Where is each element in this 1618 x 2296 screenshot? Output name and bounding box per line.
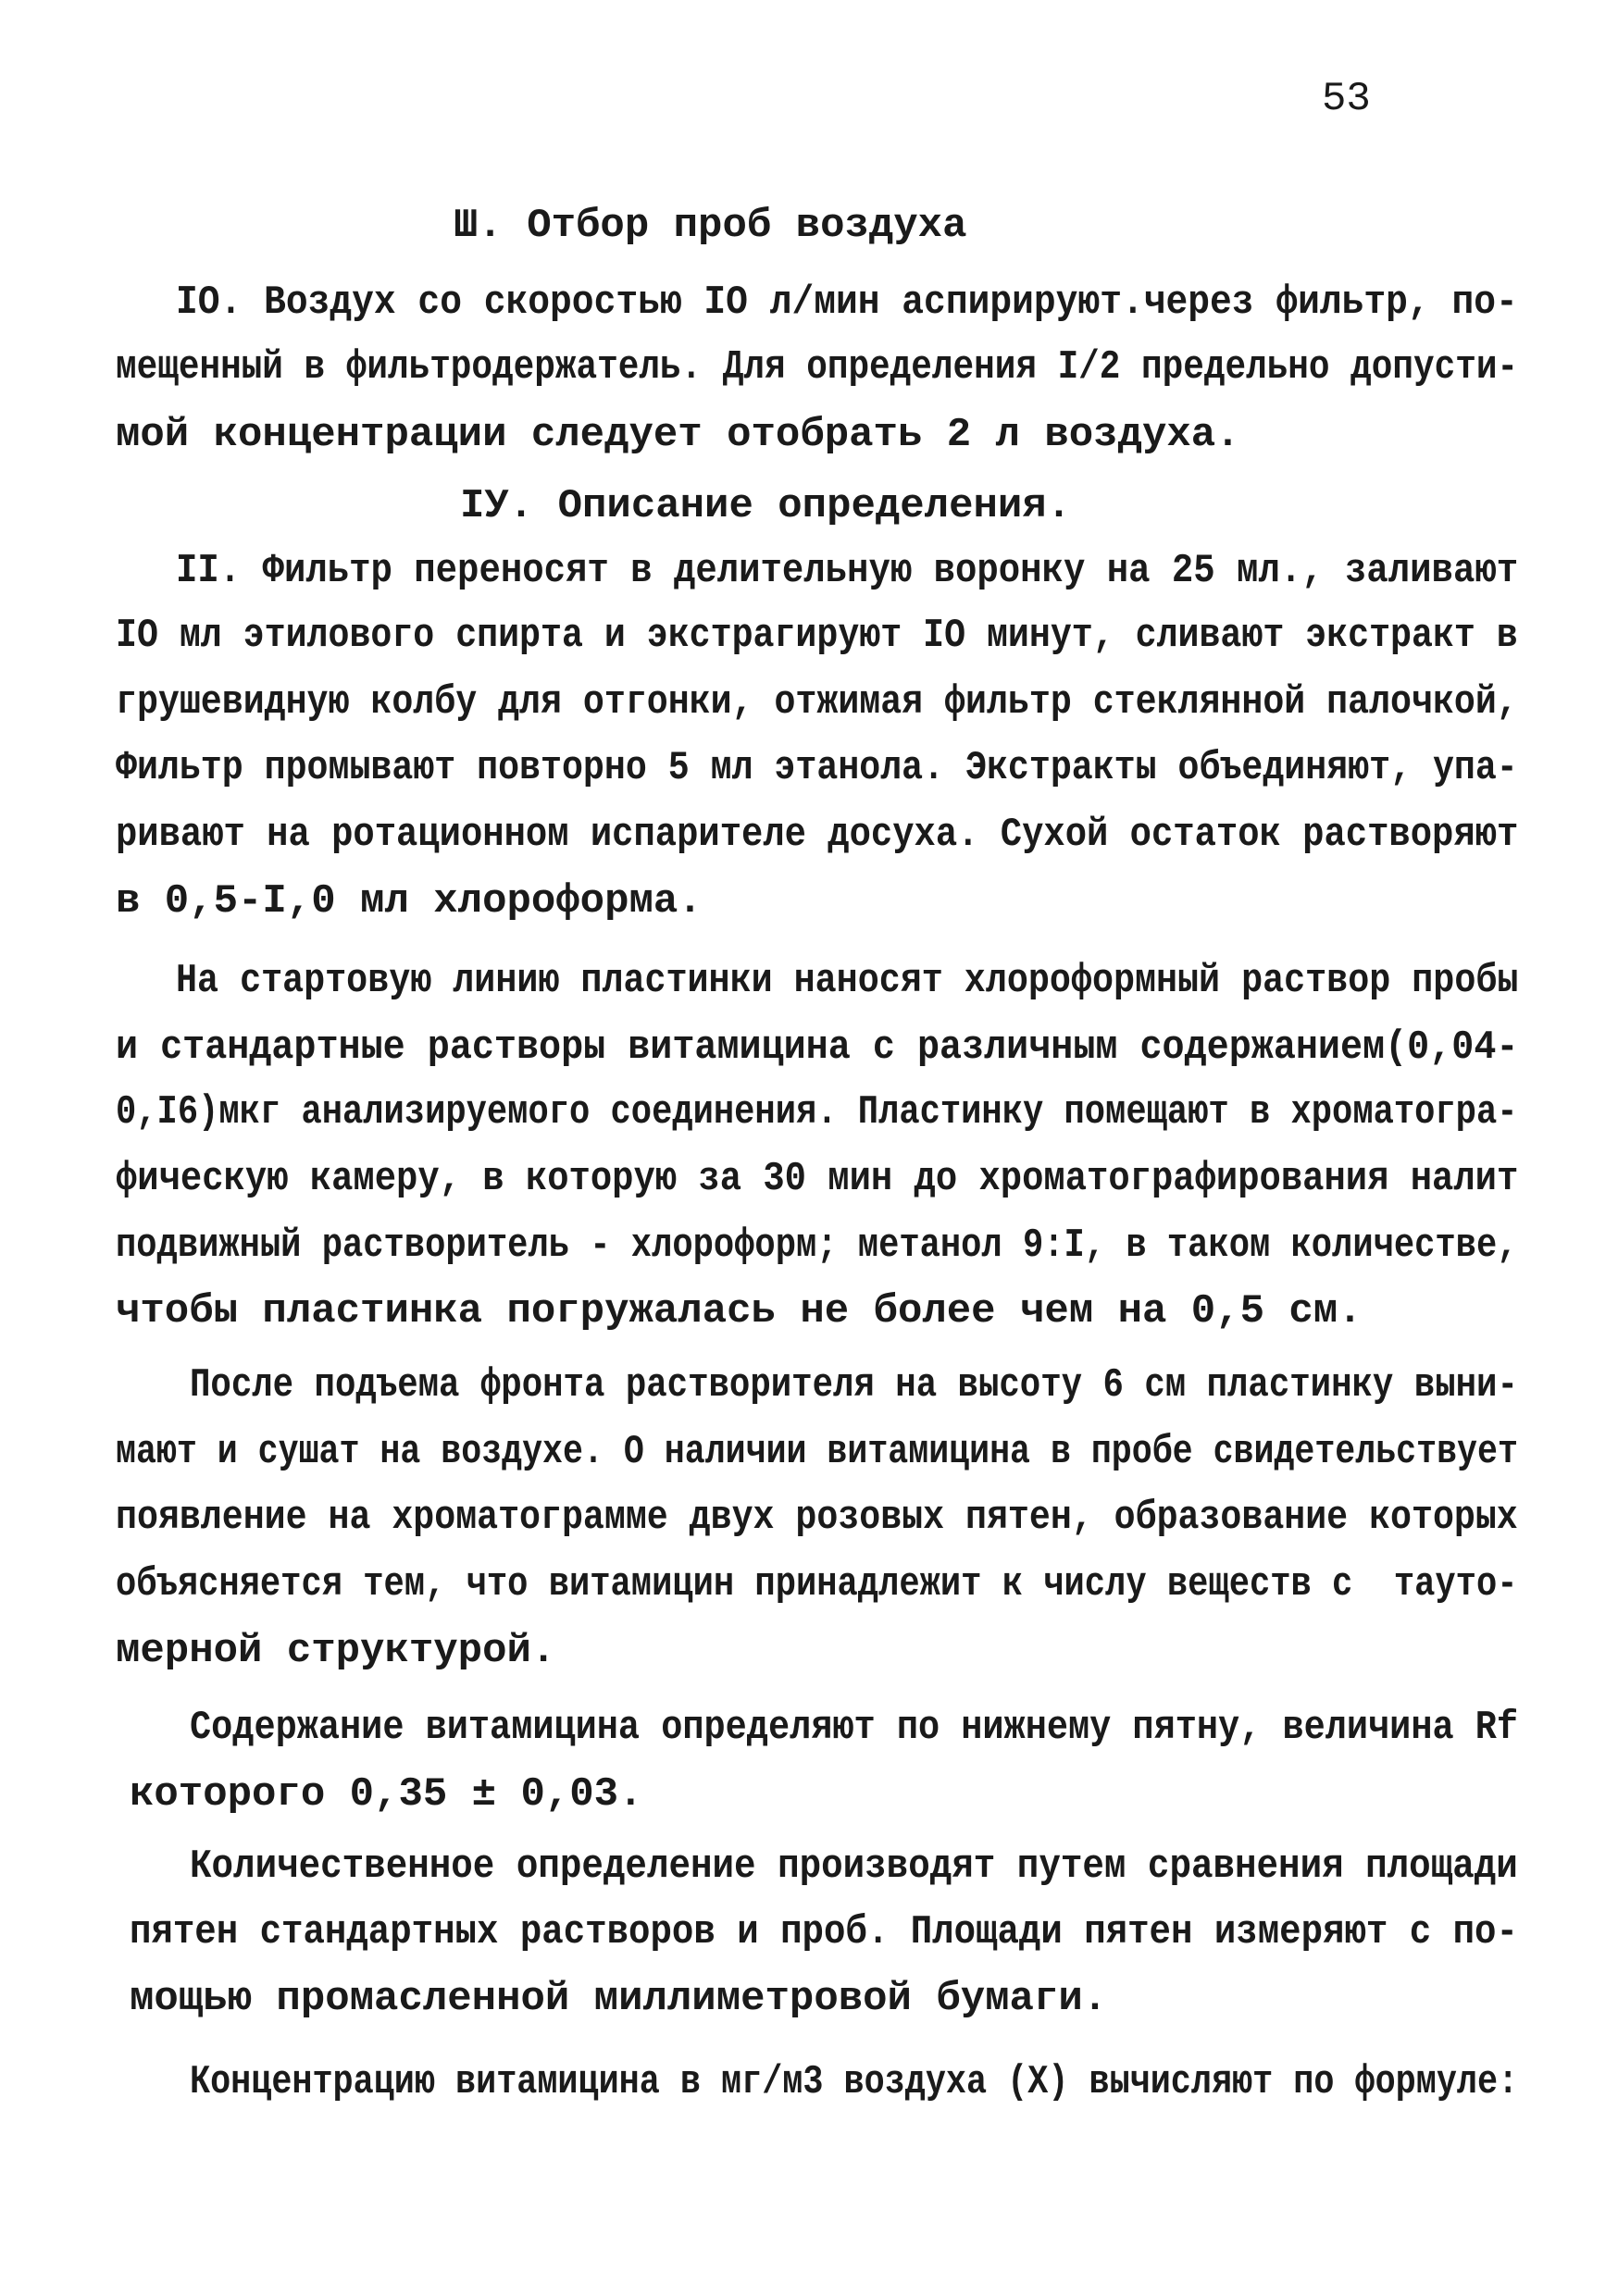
text-line: На стартовую линию пластинки наносят хлороформный раствор пробы xyxy=(176,958,1519,1004)
text-line: подвижный растворитель - хлороформ; метанол 9:I, в таком количестве, xyxy=(116,1222,1518,1269)
text-line: появление на хроматограмме двух розовых пятен, образование которых xyxy=(116,1495,1518,1541)
text-line: мощью промасленной миллиметровой бумаги. xyxy=(130,1976,1108,2022)
page-number: 53 xyxy=(1322,76,1371,122)
text-line: мой концентрации следует отобрать 2 л воздуха. xyxy=(116,412,1240,458)
section-4-heading: IУ. Описание определения. xyxy=(460,483,1072,529)
text-line: После подъема фронта растворителя на высоту 6 см пластинку выни- xyxy=(190,1362,1518,1409)
text-line: 0,I6)мкг анализируемого соединения. Пластинку помещают в хроматогра- xyxy=(116,1089,1518,1136)
text-line: Содержание витамицина определяют по нижнему пятну, величина Rf xyxy=(190,1705,1519,1751)
text-line: II. Фильтр переносят в делительную воронку на 25 мл., заливают xyxy=(176,548,1519,594)
text-line: мещенный в фильтродержатель. Для определения I/2 предельно допусти- xyxy=(116,344,1519,391)
text-line: в 0,5-I,0 мл хлороформа. xyxy=(116,878,703,925)
text-line: объясняется тем, что витамицин принадлежит к числу веществ с тауто- xyxy=(116,1561,1518,1607)
text-line: ривают на ротационном испарителе досуха. Сухой остаток растворяют xyxy=(116,812,1519,858)
section-3-heading: Ш. Отбор проб воздуха xyxy=(454,203,967,249)
text-line: мают и сушат на воздухе. О наличии витамицина в пробе свидетельствует xyxy=(116,1429,1518,1475)
text-line: и стандартные растворы витамицина с различным содержанием(0,04- xyxy=(116,1024,1519,1071)
text-line: Фильтр промывают повторно 5 мл этанола. Экстракты объединяют, упа- xyxy=(116,745,1518,791)
text-line: которого 0,35 ± 0,03. xyxy=(130,1771,643,1818)
text-line: IO мл этилового спирта и экстрагируют IO минут, сливают экстракт в xyxy=(116,613,1518,659)
text-line: фическую камеру, в которую за 30 мин до хроматографирования налит xyxy=(116,1156,1519,1202)
text-line: пятен стандартных растворов и проб. Площади пятен измеряют с по- xyxy=(130,1909,1518,1955)
text-line: Количественное определение производят путем сравнения площади xyxy=(190,1843,1518,1890)
text-line: IO. Воздух со скоростью IO л/мин аспирируют.через фильтр, по- xyxy=(176,279,1518,326)
text-line: мерной структурой. xyxy=(116,1628,556,1674)
text-line: Концентрацию витамицина в мг/м3 воздуха (X) вычисляют по формуле: xyxy=(190,2059,1519,2105)
text-line: грушевидную колбу для отгонки, отжимая фильтр стеклянной палочкой, xyxy=(116,679,1518,726)
text-line: чтобы пластинка погружалась не более чем на 0,5 см. xyxy=(116,1288,1363,1334)
